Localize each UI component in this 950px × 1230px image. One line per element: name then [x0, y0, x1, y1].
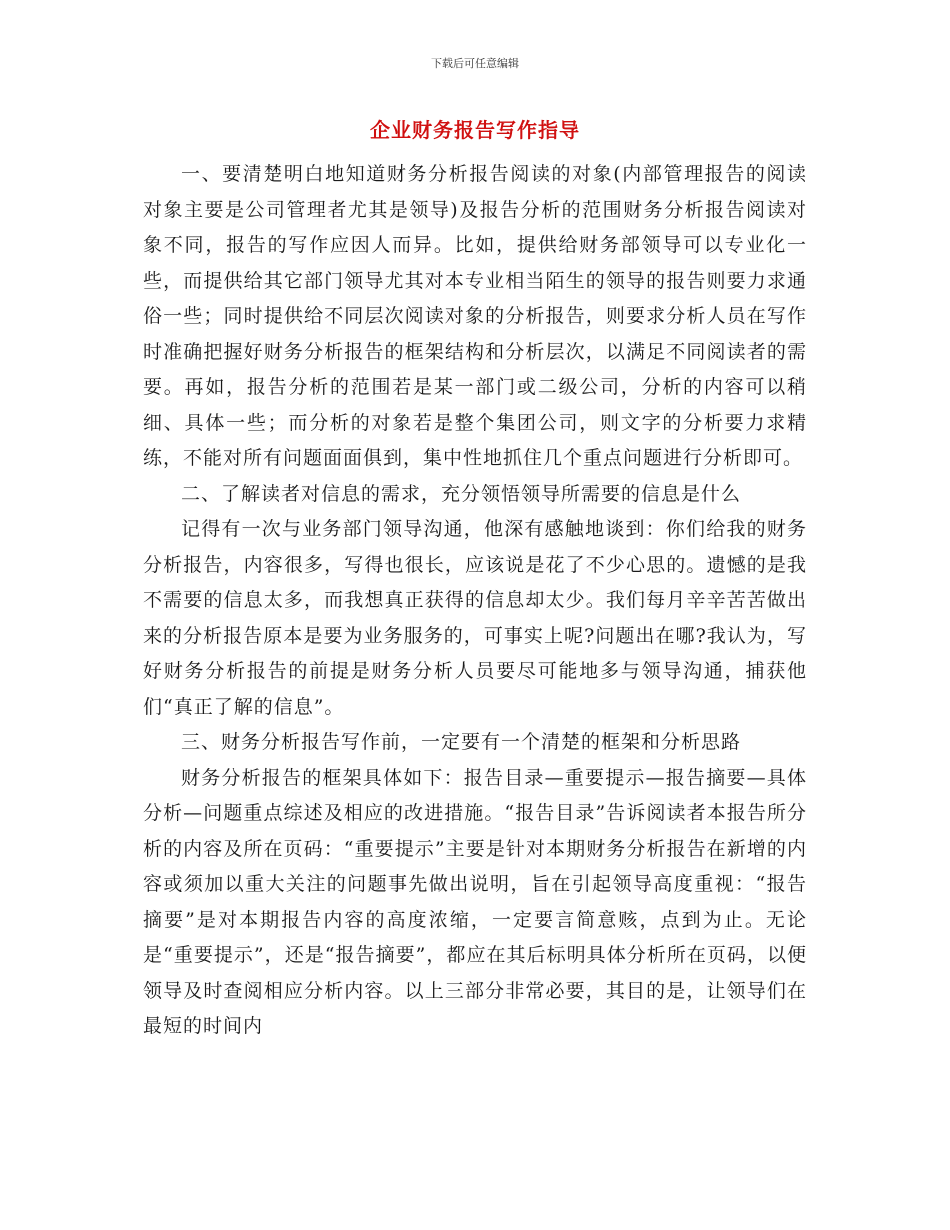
- paragraph-5: 财务分析报告的框架具体如下：报告目录—重要提示—报告摘要—具体分析—问题重点综述及相应的改进措施。“报告目录”告诉阅读者本报告所分析的内容及所在页码：“重要提示”主要是针对本期财务分析报告在新增的内容或须加以重大关注的问题事先做出说明，旨在引起领导高度重视：“报告摘要”是对本期报告内容的高度浓缩，一定要言简意赅，点到为止。无论是“重要提示”，还是“报告摘要”，都应在其后标明具体分析所在页码，以便领导及时查阅相应分析内容。以上三部分非常必要，其目的是，让领导们在最短的时间内: [143, 766, 807, 1037]
- paragraph-2-heading: 二、了解读者对信息的需求，充分领悟领导所需要的信息是什么: [181, 482, 742, 505]
- document-title: 企业财务报告写作指导: [370, 118, 580, 142]
- paragraph-3: 记得有一次与业务部门领导沟通，他深有感触地谈到：你们给我的财务分析报告，内容很多，写得也很长，应该说是花了不少心思的。遗憾的是我不需要的信息太多，而我想真正获得的信息却太少。我们每月辛辛苦苦做出来的分析报告原本是要为业务服务的，可事实上呢?问题出在哪?我认为，写好财务分析报告的前提是财务分析人员要尽可能地多与领导沟通，捕获他们“真正了解的信息”。: [143, 518, 807, 718]
- paragraph-4-heading: 三、财务分析报告写作前，一定要有一个清楚的框架和分析思路: [181, 731, 742, 753]
- paragraph-1: 一、要清楚明白地知道财务分析报告阅读的对象(内部管理报告的阅读对象主要是公司管理者尤其是领导)及报告分析的范围财务分析报告阅读对象不同，报告的写作应因人而异。比如，提供给财务部领导可以专业化一些，而提供给其它部门领导尤其对本专业相当陌生的领导的报告则要力求通俗一些；同时提供给不同层次阅读对象的分析报告，则要求分析人员在写作时准确把握好财务分析报告的框架结构和分析层次，以满足不同阅读者的需要。再如，报告分析的范围若是某一部门或二级公司，分析的内容可以稍细、具体一些；而分析的对象若是整个集团公司，则文字的分析要力求精练，不能对所有问题面面俱到，集中性地抓住几个重点问题进行分析即可。: [143, 163, 807, 469]
- document-body: [143, 157, 807, 1045]
- header-note: 下载后可任意编辑: [431, 57, 519, 70]
